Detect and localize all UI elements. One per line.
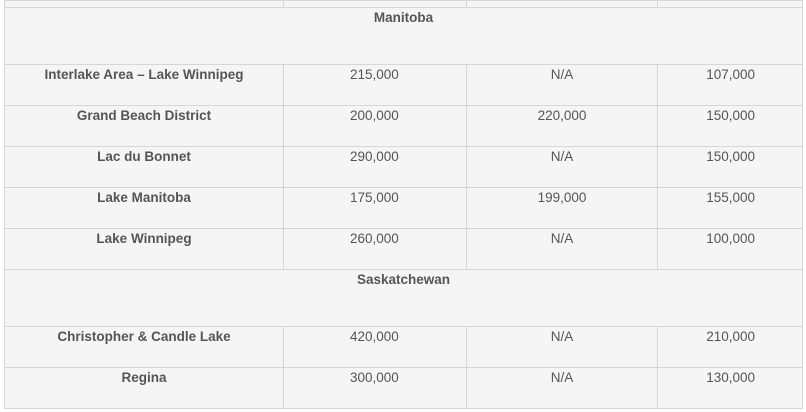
table-row [5, 327, 803, 368]
province-name: Saskatchewan [5, 270, 803, 327]
value-cell-1: 300,000 [284, 368, 467, 409]
value-cell-1: 260,000 [284, 229, 467, 270]
location-cell: Grand Beach District [5, 106, 284, 147]
table-row [5, 65, 803, 106]
province-name: Manitoba [5, 8, 803, 65]
province-header-row [5, 8, 803, 65]
value-cell-1: 290,000 [284, 147, 467, 188]
value-cell-1: 420,000 [284, 327, 467, 368]
location-cell: Lake Manitoba [5, 188, 284, 229]
value-cell-2: N/A [467, 327, 658, 368]
table-row [5, 106, 803, 147]
value-cell-2: 220,000 [467, 106, 658, 147]
value-cell-2: 199,000 [467, 188, 658, 229]
spacer-cell [467, 1, 658, 8]
value-cell-3: 150,000 [658, 106, 803, 147]
spacer-cell [5, 1, 284, 8]
value-cell-2: N/A [467, 368, 658, 409]
location-cell: Christopher & Candle Lake [5, 327, 284, 368]
value-cell-3: 155,000 [658, 188, 803, 229]
value-cell-3: 210,000 [658, 327, 803, 368]
value-cell-3: 150,000 [658, 147, 803, 188]
value-cell-2: N/A [467, 229, 658, 270]
location-cell: Lac du Bonnet [5, 147, 284, 188]
spacer-cell [284, 1, 467, 8]
location-cell: Interlake Area – Lake Winnipeg [5, 65, 284, 106]
table-body [5, 1, 803, 409]
value-cell-1: 200,000 [284, 106, 467, 147]
location-cell: Lake Winnipeg [5, 229, 284, 270]
price-table [4, 0, 803, 409]
province-header-row [5, 270, 803, 327]
spacer-cell [658, 1, 803, 8]
value-cell-3: 100,000 [658, 229, 803, 270]
value-cell-2: N/A [467, 65, 658, 106]
table-row [5, 368, 803, 409]
value-cell-3: 130,000 [658, 368, 803, 409]
value-cell-1: 175,000 [284, 188, 467, 229]
table-row [5, 229, 803, 270]
location-cell: Regina [5, 368, 284, 409]
value-cell-1: 215,000 [284, 65, 467, 106]
spacer-row [5, 1, 803, 8]
table-row [5, 188, 803, 229]
value-cell-2: N/A [467, 147, 658, 188]
table-row [5, 147, 803, 188]
value-cell-3: 107,000 [658, 65, 803, 106]
